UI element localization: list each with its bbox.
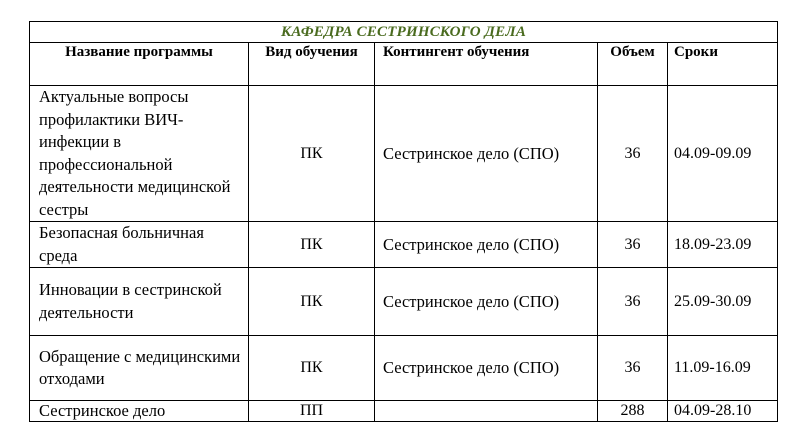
terms-cell: 11.09-16.09 — [668, 336, 778, 401]
header-volume: Объем — [598, 43, 668, 86]
program-name-cell: Безопасная больничная среда — [30, 222, 249, 268]
contingent-cell: Сестринское дело (СПО) — [375, 336, 598, 401]
contingent-cell: Сестринское дело (СПО) — [375, 222, 598, 268]
header-contingent: Контингент обучения — [375, 43, 598, 86]
volume-cell: 288 — [598, 401, 668, 422]
header-terms: Сроки — [668, 43, 778, 86]
terms-cell: 25.09-30.09 — [668, 268, 778, 336]
table-row — [30, 268, 778, 336]
terms-cell: 04.09-09.09 — [668, 86, 778, 222]
contingent-cell: Сестринское дело (СПО) — [375, 268, 598, 336]
training-type-cell: ПК — [249, 86, 375, 222]
training-type-cell: ПК — [249, 336, 375, 401]
program-name-cell: Инновации в сестринской деятельности — [30, 268, 249, 336]
contingent-cell — [375, 401, 598, 422]
table-row — [30, 336, 778, 401]
program-name-cell: Сестринское дело — [30, 401, 249, 422]
programs-table — [29, 21, 778, 422]
volume-cell: 36 — [598, 268, 668, 336]
terms-cell: 18.09-23.09 — [668, 222, 778, 268]
program-name-cell: Обращение с медицинскими отходами — [30, 336, 249, 401]
title-row — [30, 22, 778, 43]
training-type-cell: ПК — [249, 222, 375, 268]
header-row — [30, 43, 778, 86]
contingent-cell: Сестринское дело (СПО) — [375, 86, 598, 222]
table-row — [30, 222, 778, 268]
program-name-cell: Актуальные вопросы профилактики ВИЧ-инфекции в профессиональной деятельности медицинской сестры — [30, 86, 249, 222]
terms-cell: 04.09-28.10 — [668, 401, 778, 422]
volume-cell: 36 — [598, 336, 668, 401]
header-training-type: Вид обучения — [249, 43, 375, 86]
volume-cell: 36 — [598, 222, 668, 268]
header-program-name: Название программы — [30, 43, 249, 86]
training-type-cell: ПП — [249, 401, 375, 422]
department-title: КАФЕДРА СЕСТРИНСКОГО ДЕЛА — [30, 22, 778, 43]
table-row — [30, 86, 778, 222]
table-row — [30, 401, 778, 422]
volume-cell: 36 — [598, 86, 668, 222]
training-type-cell: ПК — [249, 268, 375, 336]
